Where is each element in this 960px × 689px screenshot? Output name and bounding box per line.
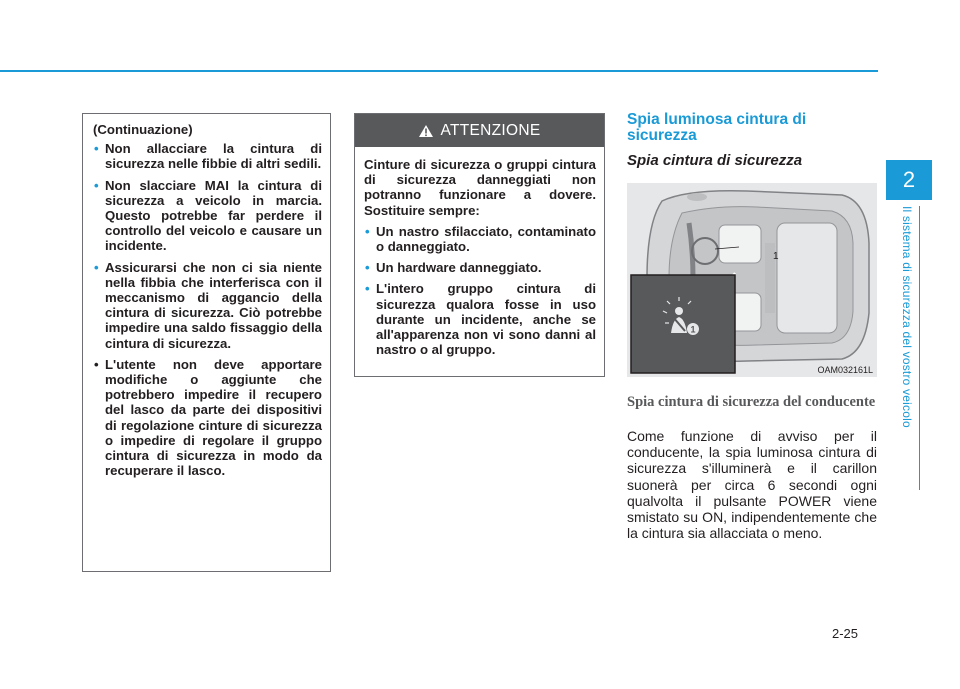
header-rule (0, 70, 878, 72)
continuation-heading: (Continuazione) (93, 122, 193, 137)
warning-box (354, 113, 605, 377)
page-number: 2-25 (832, 626, 859, 641)
chapter-number: 2 (902, 167, 916, 192)
inset-callout-label: 1 (690, 324, 696, 335)
chapter-side-rule (919, 206, 920, 490)
chapter-title: Il sistema di sicurezza del vostro veicolo (900, 206, 914, 428)
warning-triangle-icon (418, 124, 434, 138)
continuation-bullet: • Assicurarsi che non ci sia niente nella fibbia che interferisca con il meccanismo di aggancio della cintura di sicurezza. Ciò potrebbe impedire una saldo fissaggio della cintura di sicurezza. (93, 260, 322, 351)
continuation-box (82, 113, 331, 572)
driver-seatbelt-heading: Spia cintura di sicurezza del conducente (627, 394, 876, 410)
figure-callout-label: 1 (773, 251, 779, 262)
figure-code: OAM032161L (817, 365, 873, 375)
chapter-tab (886, 160, 932, 200)
warning-bullet: • Un nastro sfilacciato, contaminato o danneggiato. (364, 224, 596, 254)
car-interior-illustration (627, 183, 877, 377)
section-subheading: Spia cintura di sicurezza (627, 152, 803, 169)
continuation-bullet: • Non allacciare la cintura di sicurezza nelle fibbie di altri sedili. (93, 141, 322, 171)
continuation-bullet: • L'utente non deve apportare modifiche o aggiunte che potrebbero impedire il recupero del lasco da parte dei dispositivi di regolazione cinture di sicurezza o impedire di regolare il gruppo cintura di sicurezza in modo da recuperare il lasco. (93, 357, 322, 479)
warning-bullet: • Un hardware danneggiato. (364, 260, 596, 275)
body-paragraph: Come funzione di avviso per il conducente, la spia luminosa cintura di sicurezza s'illuminerà e il carillon suonerà per circa 6 secondi ogni qualvolta il pulsante POWER viene smistato su ON, indipendentemente che la cintura sia allacciata o meno. (627, 428, 877, 542)
warning-bullet: • L'intero gruppo cintura di sicurezza qualora fosse in uso durante un incidente, anche se all'apparenza non vi sono danni al nastro o al gruppo. (364, 281, 596, 357)
continuation-bullet: • Non slacciare MAI la cintura di sicurezza a veicolo in marcia. Questo potrebbe far perdere il controllo del veicolo e causare un incidente. (93, 178, 322, 254)
warning-header (355, 114, 604, 147)
seatbelt-warning-figure (627, 183, 877, 377)
warning-intro: Cinture di sicurezza o gruppi cintura di sicurezza danneggiati non potranno funzionare a dovere. Sostituire sempre: (364, 157, 596, 218)
warning-title: ATTENZIONE (440, 121, 541, 139)
section-heading: Spia luminosa cintura di sicurezza (627, 111, 807, 144)
